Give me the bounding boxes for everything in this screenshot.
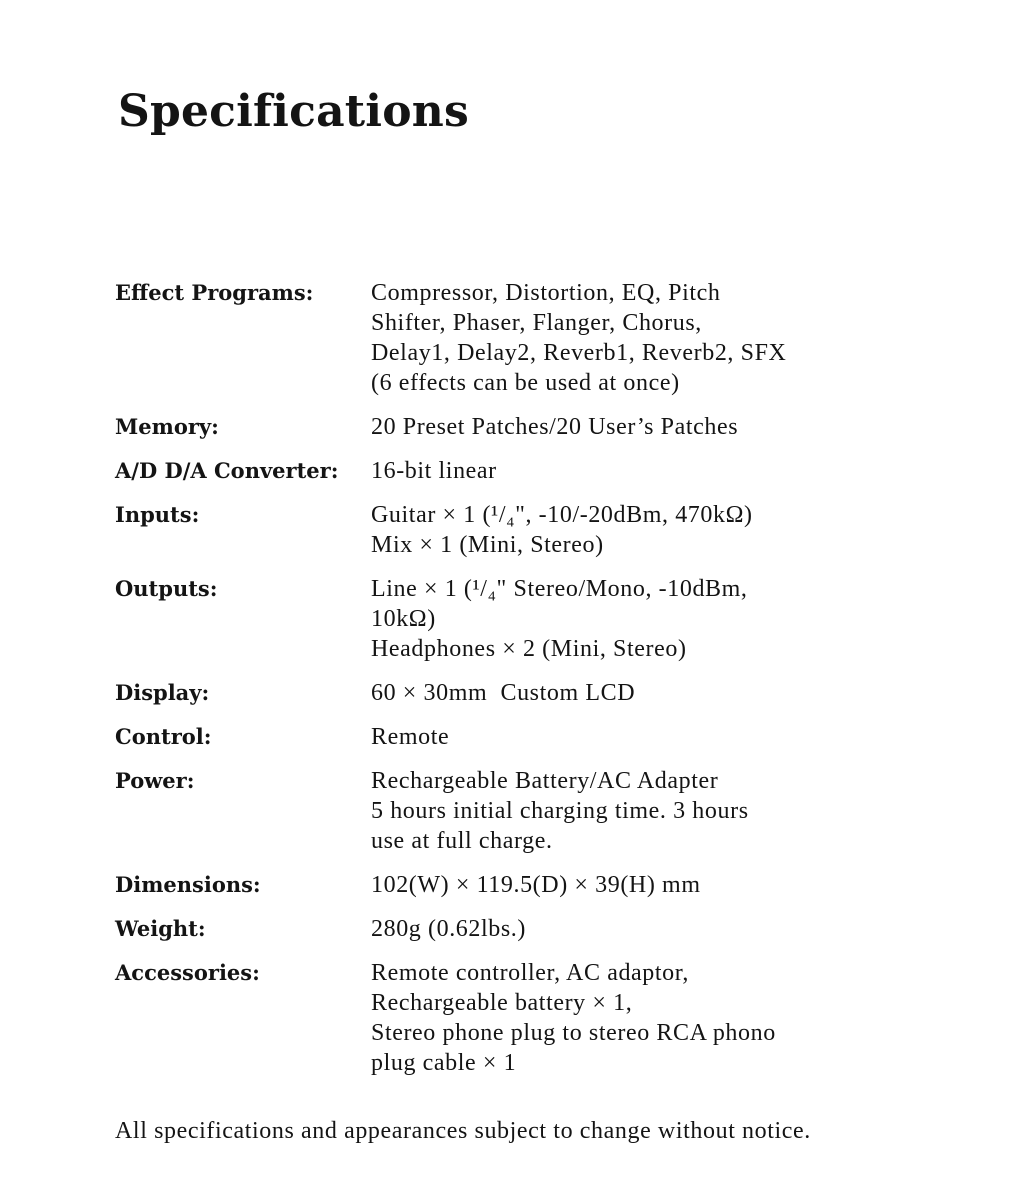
spec-value [371,500,935,560]
page-title: Specifications [118,86,469,137]
spec-value-line: Rechargeable Battery/AC Adapter [371,768,719,794]
spec-value-line: 280g (0.62lbs.) [371,916,526,942]
spec-value-line: 60 × 30mm Custom LCD [371,680,636,706]
spec-value-line: 20 Preset Patches/20 User’s Patches [371,414,739,440]
spec-label: Effect Programs: [115,280,314,305]
spec-label: Power: [115,768,195,793]
spec-value-line: plug cable × 1 [371,1050,517,1076]
footer-disclaimer: All specifications and appearances subject to change without notice. [115,1118,811,1144]
spec-value [371,766,935,856]
spec-row-memory [115,412,935,442]
spec-value-line: Remote controller, AC adaptor, [371,960,689,986]
spec-row-weight [115,914,935,944]
spec-label: Accessories: [115,960,260,985]
spec-value-line: Line × 1 (¹/₄" Stereo/Mono, -10dBm, [371,576,748,602]
spec-row-power [115,766,935,856]
spec-row-dimensions [115,870,935,900]
spec-label: Display: [115,680,210,705]
spec-label: Dimensions: [115,872,261,897]
spec-row-control [115,722,935,752]
spec-row-accessories [115,958,935,1078]
spec-value-line: 16-bit linear [371,458,497,484]
spec-label: Weight: [115,916,206,941]
spec-row-inputs [115,500,935,560]
spec-label: Memory: [115,414,219,439]
spec-value-line: 5 hours initial charging time. 3 hours [371,798,749,824]
spec-value-line: 102(W) × 119.5(D) × 39(H) mm [371,872,701,898]
spec-value-line: Guitar × 1 (¹/₄", -10/-20dBm, 470kΩ) [371,502,753,528]
spec-value-line: Delay1, Delay2, Reverb1, Reverb2, SFX [371,340,787,366]
spec-value [371,278,935,398]
spec-value [371,412,935,442]
spec-value [371,722,935,752]
spec-value [371,914,935,944]
spec-value-line: 10kΩ) [371,606,436,632]
spec-value-line: Stereo phone plug to stereo RCA phono [371,1020,776,1046]
spec-value-line: Remote [371,724,450,750]
spec-value-line: Shifter, Phaser, Flanger, Chorus, [371,310,702,336]
spec-label: A/D D/A Converter: [115,458,339,483]
spec-row-effect-programs [115,278,935,398]
spec-row-converter [115,456,935,486]
spec-value-line: Mix × 1 (Mini, Stereo) [371,532,604,558]
spec-value [371,870,935,900]
spec-table [115,278,935,1092]
spec-label: Control: [115,724,212,749]
spec-value [371,678,935,708]
spec-value [371,958,935,1078]
spec-value-line: use at full charge. [371,828,553,854]
spec-value-line: Headphones × 2 (Mini, Stereo) [371,636,687,662]
spec-label: Outputs: [115,576,218,601]
spec-value-line: Rechargeable battery × 1, [371,990,633,1016]
spec-value [371,456,935,486]
spec-row-display [115,678,935,708]
spec-value-line: (6 effects can be used at once) [371,370,680,396]
spec-row-outputs [115,574,935,664]
spec-value-line: Compressor, Distortion, EQ, Pitch [371,280,721,306]
spec-label: Inputs: [115,502,200,527]
spec-value [371,574,935,664]
